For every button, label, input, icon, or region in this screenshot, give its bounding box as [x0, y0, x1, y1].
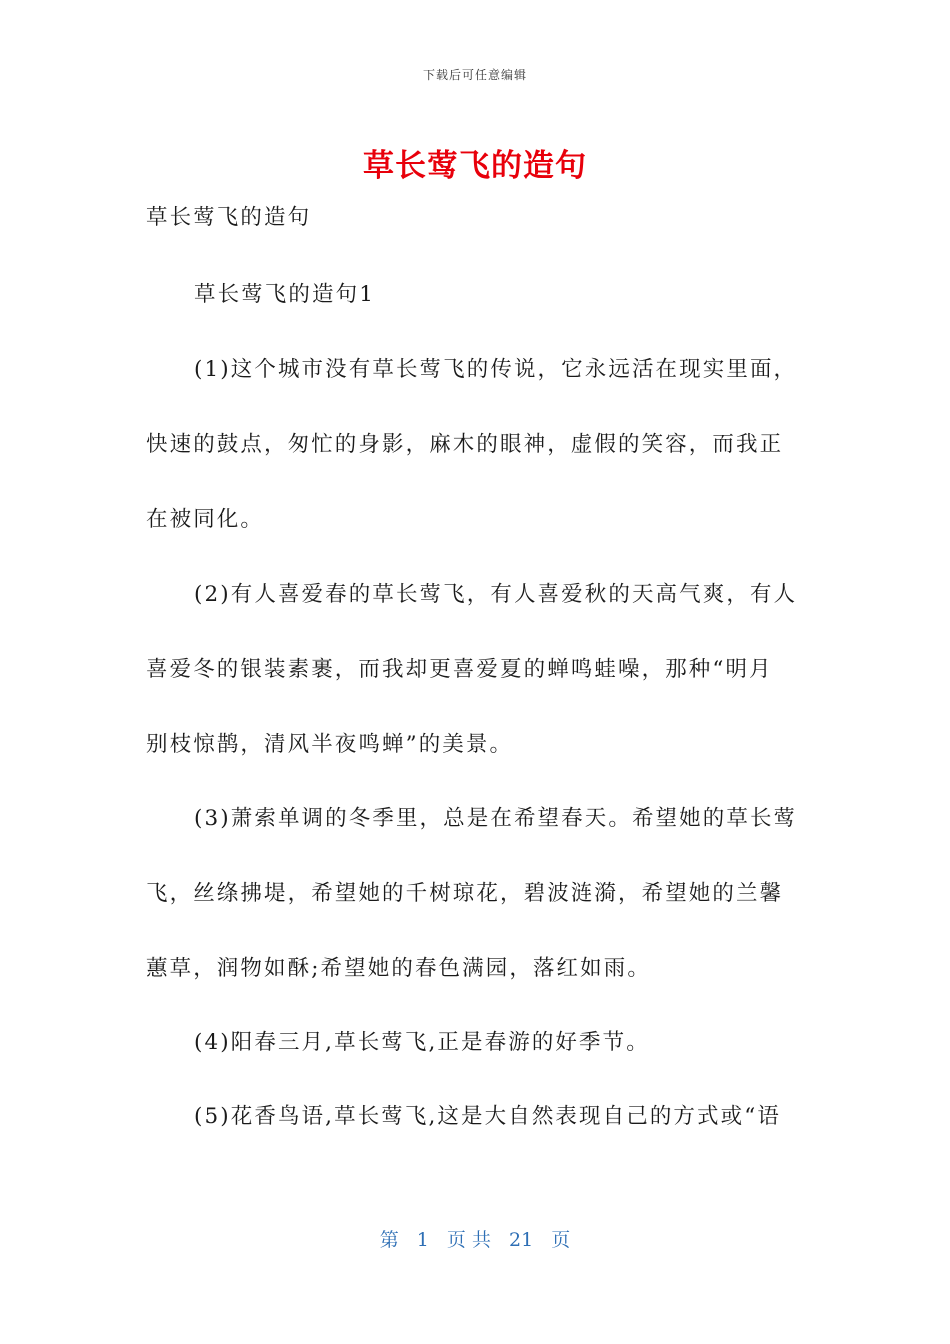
section-heading: 草长莺飞的造句1 [194, 282, 375, 307]
footer-suffix: 页 [551, 1229, 571, 1251]
document-title: 草长莺飞的造句 [363, 148, 587, 184]
footer-middle: 页 共 [446, 1229, 491, 1251]
doc-subtitle: 草长莺飞的造句 [146, 205, 312, 230]
paragraph-line: (5)花香鸟语,草长莺飞,这是大自然表现自己的方式或“语 [194, 1104, 781, 1129]
page-footer [0, 1225, 950, 1252]
paragraph-line: (3)萧索单调的冬季里，总是在希望春天。希望她的草长莺 [194, 806, 798, 831]
footer-prefix: 第 [379, 1229, 399, 1251]
header-note: 下载后可任意编辑 [422, 68, 527, 82]
footer-total-pages: 21 [509, 1229, 534, 1251]
footer-page-number: 1 [416, 1229, 429, 1251]
paragraph-line: (4)阳春三月,草长莺飞,正是春游的好季节。 [194, 1030, 650, 1055]
paragraph-line: 快速的鼓点，匆忙的身影，麻木的眼神，虚假的笑容，而我正 [146, 432, 784, 457]
paragraph-line: 在被同化。 [146, 507, 265, 532]
paragraph-line: 飞，丝绦拂堤，希望她的千树琼花，碧波涟漪，希望她的兰馨 [146, 881, 784, 906]
paragraph-line: 蕙草，润物如酥;希望她的春色满园，落红如雨。 [146, 956, 651, 981]
paragraph-line: 别枝惊鹊，清风半夜鸣蝉”的美景。 [146, 732, 514, 757]
paragraph-line: (2)有人喜爱春的草长莺飞，有人喜爱秋的天高气爽，有人 [194, 582, 798, 607]
paragraph-line: (1)这个城市没有草长莺飞的传说，它永远活在现实里面， [194, 357, 798, 382]
paragraph-line: 喜爱冬的银装素裹，而我却更喜爱夏的蝉鸣蛙噪，那种“明月 [146, 657, 773, 682]
